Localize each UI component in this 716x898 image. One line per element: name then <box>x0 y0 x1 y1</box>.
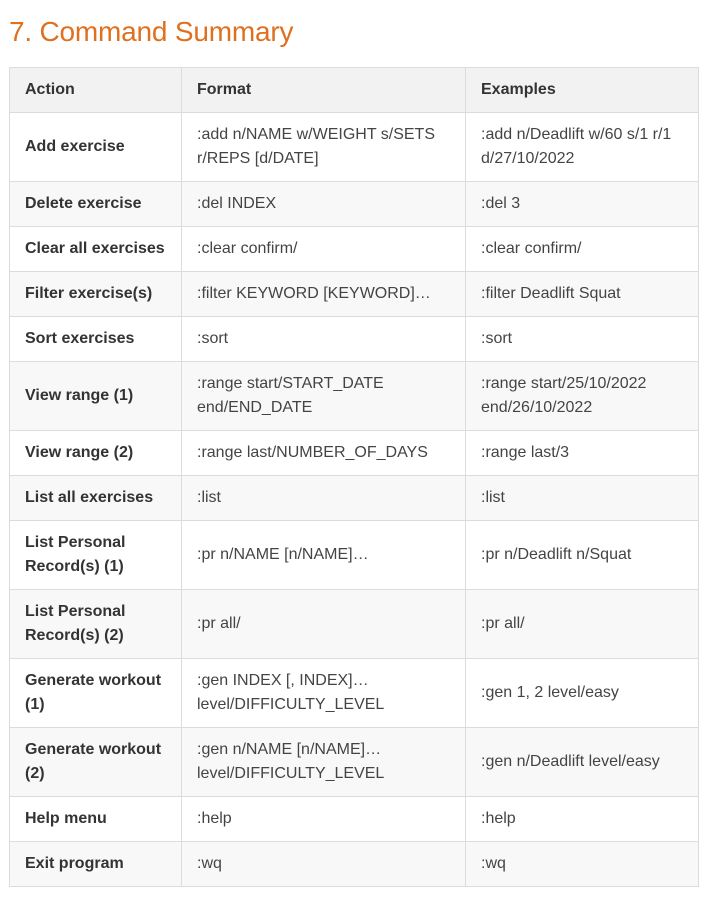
cell-format: :pr all/ <box>182 590 466 659</box>
cell-action: Delete exercise <box>10 182 182 227</box>
cell-format: :filter KEYWORD [KEYWORD]… <box>182 272 466 317</box>
cell-format: :help <box>182 797 466 842</box>
cell-action: Add exercise <box>10 113 182 182</box>
cell-example: :range start/25/10/2022 end/26/10/2022 <box>466 362 699 431</box>
cell-example: :pr n/Deadlift n/Squat <box>466 521 699 590</box>
cell-format: :del INDEX <box>182 182 466 227</box>
cell-action: Generate workout (1) <box>10 659 182 728</box>
table-row <box>10 227 699 272</box>
cell-example: :add n/Deadlift w/60 s/1 r/1 d/27/10/2022 <box>466 113 699 182</box>
cell-format: :clear confirm/ <box>182 227 466 272</box>
cell-example: :clear confirm/ <box>466 227 699 272</box>
table-row <box>10 272 699 317</box>
cell-action: View range (1) <box>10 362 182 431</box>
cell-example: :wq <box>466 842 699 887</box>
cell-action: List all exercises <box>10 476 182 521</box>
cell-example: :del 3 <box>466 182 699 227</box>
cell-format: :sort <box>182 317 466 362</box>
table-row <box>10 797 699 842</box>
cell-action: Filter exercise(s) <box>10 272 182 317</box>
cell-format: :range last/NUMBER_OF_DAYS <box>182 431 466 476</box>
header-action: Action <box>10 68 182 113</box>
cell-format: :pr n/NAME [n/NAME]… <box>182 521 466 590</box>
table-row <box>10 362 699 431</box>
section-title: 7. Command Summary <box>9 16 294 47</box>
cell-example: :gen 1, 2 level/easy <box>466 659 699 728</box>
cell-example: :help <box>466 797 699 842</box>
cell-action: Help menu <box>10 797 182 842</box>
cell-example: :sort <box>466 317 699 362</box>
header-row <box>10 68 699 113</box>
cell-action: List Personal Record(s) (1) <box>10 521 182 590</box>
header-examples: Examples <box>466 68 699 113</box>
table-header <box>10 68 699 113</box>
table-row <box>10 476 699 521</box>
table-row <box>10 842 699 887</box>
cell-action: Clear all exercises <box>10 227 182 272</box>
cell-format: :gen n/NAME [n/NAME]… level/DIFFICULTY_LEVEL <box>182 728 466 797</box>
cell-example: :pr all/ <box>466 590 699 659</box>
cell-action: Generate workout (2) <box>10 728 182 797</box>
cell-action: List Personal Record(s) (2) <box>10 590 182 659</box>
cell-format: :gen INDEX [, INDEX]… level/DIFFICULTY_LEVEL <box>182 659 466 728</box>
table-row <box>10 113 699 182</box>
cell-example: :list <box>466 476 699 521</box>
cell-action: Exit program <box>10 842 182 887</box>
header-format: Format <box>182 68 466 113</box>
table-body <box>10 113 699 887</box>
cell-format: :range start/START_DATE end/END_DATE <box>182 362 466 431</box>
cell-format: :wq <box>182 842 466 887</box>
cell-action: View range (2) <box>10 431 182 476</box>
command-summary-table <box>9 67 699 887</box>
cell-format: :add n/NAME w/WEIGHT s/SETS r/REPS [d/DATE] <box>182 113 466 182</box>
cell-format: :list <box>182 476 466 521</box>
table-row <box>10 182 699 227</box>
cell-example: :filter Deadlift Squat <box>466 272 699 317</box>
cell-action: Sort exercises <box>10 317 182 362</box>
cell-example: :gen n/Deadlift level/easy <box>466 728 699 797</box>
table-row <box>10 431 699 476</box>
table-row <box>10 521 699 590</box>
table-row <box>10 590 699 659</box>
cell-example: :range last/3 <box>466 431 699 476</box>
table-row <box>10 728 699 797</box>
table-row <box>10 659 699 728</box>
table-row <box>10 317 699 362</box>
